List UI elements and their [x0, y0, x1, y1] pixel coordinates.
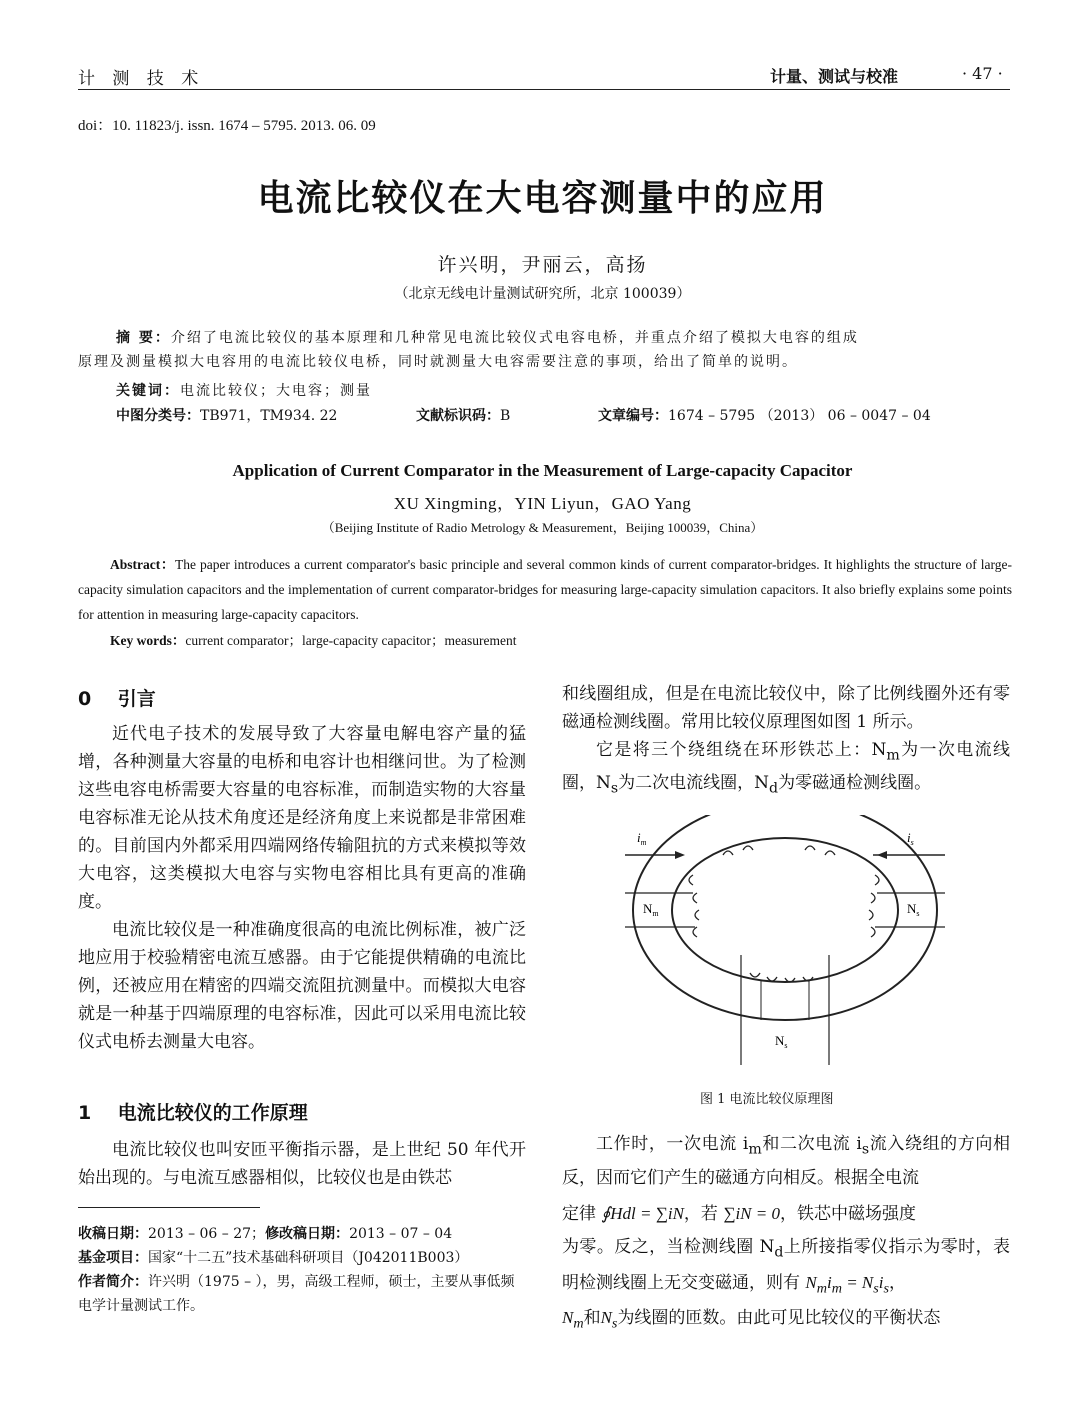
doc-code-label: 文献标识码：: [416, 408, 500, 424]
label-Nm: $N_m$: [643, 901, 659, 918]
received-label: 收稿日期：: [78, 1226, 148, 1242]
right-p3-c: 流入绕组的方向相反，因而它们产生的磁通方向相反。根据全电流: [562, 1134, 1011, 1189]
im-arrow-head: [675, 851, 685, 859]
english-abstract-label: Abstract：: [110, 557, 175, 572]
doc-code: [416, 405, 510, 425]
figure-1-caption: 图 1 电流比较仪原理图: [700, 1092, 834, 1107]
english-affiliation: （Beijing Institute of Radio Metrology & Measurement，Beijing 100039，China）: [321, 520, 764, 535]
section-0-paragraph-1: 近代电子技术的发展导致了大容量电解电容产量的猛增，各种测量大容量的电桥和电容计也相继问世。为了检测这些电容电桥需要大容量的电容标准，而制造实物的大容量电容标准无论从技术角度还是经济角度上来说都是非常困难的。目前国内外都采用四端网络传输阻抗的方式来模拟等效大电容，这类模拟大电容与实物电容相比具有更高的准确度。: [78, 724, 526, 912]
right-p3-sub-m: m: [748, 1141, 762, 1158]
nm-symbol: $N_m$: [562, 1308, 584, 1332]
section-1-heading: [78, 1098, 308, 1125]
english-keywords-value: current comparator；large-capacity capacitor；measurement: [185, 633, 517, 648]
english-abstract-text: The paper introduces a current comparator's basic principle and several common kinds of current comparator-bridges. It highlights the structure of large-capacity simulation capacitors and the implementation of current comparator-bridges for measuring large-capacity simulation capacitors. It also briefly explains some points for attention in measuring large-capacity capacitors.: [78, 557, 1012, 622]
right-p4-b: ，若: [683, 1204, 718, 1225]
article-no-value: 1674 – 5795 （2013） 06 – 0047 – 04: [668, 408, 931, 424]
right-p5-sub-d: d: [774, 1244, 784, 1261]
is-arrow-head: [877, 851, 887, 859]
section-1-number: 1: [78, 1102, 92, 1124]
right-p3-b: 和二次电流 i: [761, 1134, 862, 1154]
label-im: $i_m$: [637, 830, 647, 847]
section-0-title: 引言: [117, 688, 156, 710]
right-p6-b: 和: [583, 1308, 601, 1329]
right-p4-c: ，铁芯中磁场强度: [779, 1204, 916, 1225]
ns-symbol: $N_s$: [600, 1308, 618, 1332]
right-p2-sub-s: s: [610, 780, 619, 797]
affiliation: （北京无线电计量测试研究所，北京 100039）: [394, 286, 691, 302]
section-1-title: 电流比较仪的工作原理: [117, 1102, 308, 1124]
right-p2-c: 为二次电流线圈，N: [618, 773, 770, 794]
right-p3-sub-s: s: [861, 1141, 870, 1158]
english-keywords: [110, 629, 516, 649]
footnote-author: [78, 1270, 528, 1318]
authors: 许兴明，尹丽云，高扬: [437, 254, 648, 276]
figure-1-current-comparator-diagram: [615, 815, 960, 1070]
english-abstract: [78, 552, 1012, 627]
toroid-outer: [633, 815, 937, 1020]
zero-sum-formula: ∑iN = 0: [723, 1204, 780, 1224]
nm-winding: [689, 846, 753, 937]
section-0-number: 0: [78, 688, 92, 710]
journal-name: 计 测 技 术: [78, 69, 205, 89]
right-paragraph-3: [562, 1130, 1010, 1339]
page-number: · 47 ·: [962, 64, 1003, 83]
abstract-label: 摘 要：: [116, 330, 171, 346]
section-name: 计量、测试与校准: [770, 67, 899, 86]
revised-label: 修改稿日期：: [265, 1226, 350, 1242]
right-p4: [562, 1199, 1010, 1229]
ampere-law-formula: ∮Hdl = ∑iN: [601, 1204, 684, 1224]
toroid-inner: [672, 838, 898, 982]
article-number: [598, 405, 931, 425]
right-paragraph-1: [562, 680, 1010, 803]
balance-formula: $N_mi_m = N_si_s$: [805, 1272, 890, 1297]
right-p2-sub-m: m: [886, 747, 900, 764]
abstract-text-1: 介绍了电流比较仪的基本原理和几种常见电流比较仪式电容电桥，并重点介绍了模拟大电容的组成: [170, 330, 859, 346]
right-p2-b: 为一次电流线圈，N: [562, 740, 1011, 794]
right-p3-a: 工作时，一次电流 i: [596, 1134, 749, 1154]
keywords-cn: [116, 380, 372, 400]
right-p6-c: 为线圈的匝数。由此可见比较仪的平衡状态: [617, 1308, 941, 1329]
english-title: Application of Current Comparator in the Measurement of Large-capacity Capacitor: [232, 461, 853, 480]
section-1-paragraph-1: 电流比较仪也叫安匝平衡指示器，是上世纪 50 年代开始出现的。与电流互感器相似，比较仪也是由铁芯: [78, 1140, 526, 1188]
ns-winding: [805, 846, 879, 937]
doc-code-value: B: [500, 408, 511, 424]
abstract-line-1: [78, 328, 1010, 349]
footnote-fund: [78, 1246, 528, 1270]
abstract-line-2: 原理及测量模拟大电容用的电流比较仪电桥，同时就测量大电容需要注意的事项，给出了简单的说明。: [78, 354, 798, 370]
author-text: 许兴明（1975 – ），男，高级工程师，硕士，主要从事低频电学计量测试工作。: [78, 1274, 515, 1314]
keywords-value: 电流比较仪；大电容；测量: [180, 383, 372, 399]
keywords-label: 关键词：: [116, 383, 180, 399]
header-rule: [78, 89, 1010, 90]
footnote-rule: [78, 1207, 260, 1208]
label-is: $i_s$: [907, 830, 914, 847]
received-date: 2013 – 06 – 27；: [148, 1226, 266, 1242]
english-authors: XU Xingming，YIN Liyun，GAO Yang: [393, 494, 692, 513]
author-label: 作者简介：: [78, 1274, 148, 1290]
label-Ns: $N_s$: [907, 901, 920, 918]
fund-label: 基金项目：: [78, 1250, 148, 1266]
english-keywords-label: Key words：: [110, 633, 186, 648]
right-p2: [562, 736, 1010, 803]
right-p5-b: 上所接指零仪指示为零时，表明检测线圈上无交变磁通，则有: [562, 1237, 1011, 1293]
right-p4-a: 定律: [562, 1204, 596, 1225]
right-p6: [562, 1303, 1010, 1338]
right-p5: 为零。反之，当检测线圈 $N_d$上所接指零仪指示为零时，表明检测线圈上无交变磁通，则有 $N_mi_m = N_si_s$，: [562, 1237, 1011, 1297]
fund-text: 国家“十二五”技术基础科研项目（J042011B003）: [148, 1250, 469, 1266]
right-p5-a: 为零。反之，当检测线圈 N: [562, 1237, 775, 1258]
section-0-body: [78, 720, 526, 1056]
section-0-heading: [78, 684, 156, 711]
classification-row: [116, 405, 337, 425]
revised-date: 2013 – 07 – 04: [349, 1226, 453, 1242]
paper-title: 电流比较仪在大电容测量中的应用: [257, 178, 828, 219]
footnote-received: [78, 1222, 528, 1246]
right-p2-d: 为零磁通检测线圈。: [778, 773, 932, 794]
right-p1: 和线圈组成，但是在电流比较仪中，除了比例线圈外还有零磁通检测线圈。常用比较仪原理图如图 1 所示。: [562, 684, 1010, 732]
doi: doi：10. 11823/j. issn. 1674 – 5795. 2013. 06. 09: [78, 118, 376, 134]
right-p2-a: 它是将三个绕组绕在环形铁芯上：N: [596, 740, 887, 760]
section-0-paragraph-2: 电流比较仪是一种准确度很高的电流比例标准，被广泛地应用于校验精密电流互感器。由于它能提供精确的电流比例，还被应用在精密的四端交流阻抗测量中。而模拟大电容就是一种基于四端原理的电容标准，因此可以采用电流比较仪式电桥去测量大电容。: [78, 920, 526, 1052]
right-p2-sub-d: d: [769, 780, 779, 797]
right-p3: [562, 1130, 1010, 1193]
article-no-label: 文章编号：: [598, 408, 668, 424]
clc-label: 中图分类号：: [116, 408, 200, 424]
section-1-body: [78, 1136, 526, 1192]
label-Nd: $N_s$: [775, 1033, 788, 1050]
clc-value: TB971，TM934. 22: [200, 408, 338, 424]
